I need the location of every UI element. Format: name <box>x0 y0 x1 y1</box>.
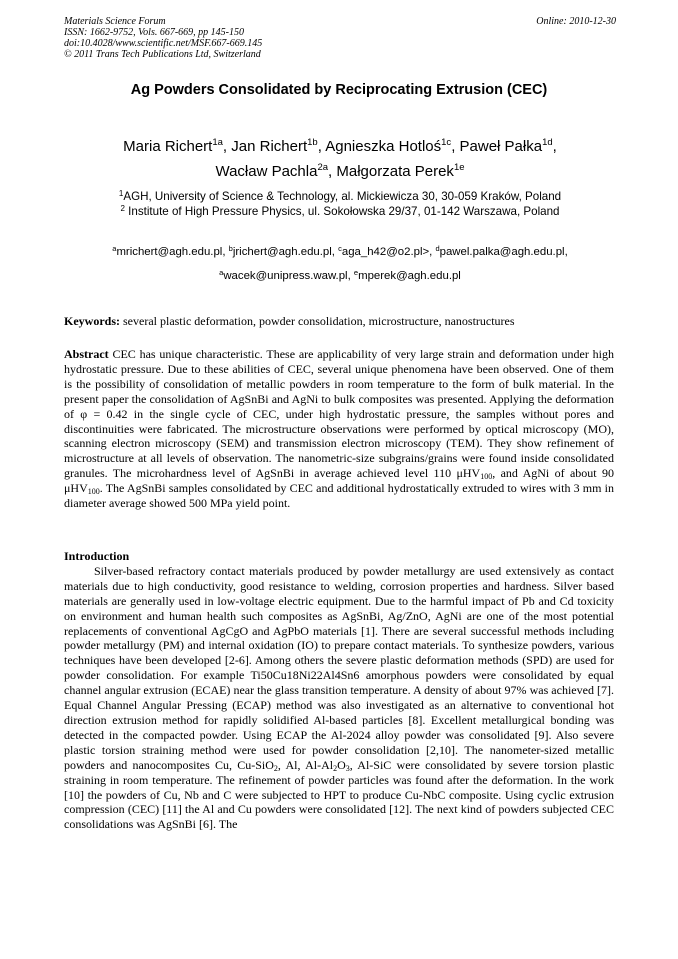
subscript: 2 <box>273 763 278 773</box>
author-name: Jan Richert <box>231 138 308 155</box>
journal-name: Materials Science Forum <box>64 16 166 27</box>
email-line-1 <box>64 240 616 264</box>
keywords-text: several plastic deformation, powder consolidation, microstructure, nanostructures <box>120 314 515 328</box>
introduction-section <box>64 549 614 832</box>
affiliation-text: Institute of High Pressure Physics, ul. Sokołowska 29/37, 01-142 Warszawa, Poland <box>124 205 560 218</box>
affiliation-1 <box>64 189 616 204</box>
copyright-line: © 2011 Trans Tech Publications Ltd, Switzerland <box>64 49 261 60</box>
keywords-label: Keywords: <box>64 314 120 328</box>
subscript: 3 <box>345 763 350 773</box>
section-heading: Introduction <box>64 549 130 563</box>
affiliations <box>64 189 616 219</box>
abstract-text: , and AgNi of about 90 μHV <box>64 466 614 496</box>
abstract-label: Abstract <box>64 347 109 361</box>
subscript: 2 <box>333 763 338 773</box>
author-mark: 1b <box>307 137 318 148</box>
email-link[interactable]: aga_h42@o2.pl>, <box>341 246 436 258</box>
email-mark: e <box>353 268 359 277</box>
email-list <box>64 240 616 288</box>
keywords-paragraph <box>64 314 614 329</box>
email-link[interactable]: jrichert@agh.edu.pl, <box>232 246 339 258</box>
author-name: Maria Richert <box>123 138 213 155</box>
author-name: Paweł Pałka <box>459 138 543 155</box>
email-mark: a <box>112 244 117 253</box>
intro-text: O <box>337 757 346 772</box>
affiliation-mark: 1 <box>118 189 124 198</box>
author-mark: 1c <box>441 137 452 148</box>
affiliation-mark: 2 <box>120 204 125 213</box>
affiliation-2 <box>64 204 616 219</box>
online-date: Online: 2010-12-30 <box>536 16 616 27</box>
email-mark: b <box>228 244 233 253</box>
email-mark: c <box>338 244 342 253</box>
author-mark: 1e <box>453 162 465 173</box>
author-name: Agnieszka Hotloś <box>325 138 442 155</box>
intro-text: Silver-based refractory contact materials produced by powder metallurgy are used extensively as contact materials due to high conductivity, good resistance to welding, corrosion properties and hardness. Silver based materials are generally used in low-voltage electric equipment. Due to the harmful impact of Pb and Cd toxicity on environment and human health such composites as AgSnBi, Ag/ZnO, AgNi are one of the most potential replacements of conventional AgCgO and AgPbO materials [1]. There are several successful methods including powder metallurgy (PM) and internal oxidation (IO) to prepare contact materials. To synthesize powders, various techniques have been developed [2-6]. Among others the severe plastic deformation methods (SPD) are used for powder consolidation. For example Ti50Cu18Ni22Al4Sn6 amorphous powders were consolidated by equal channel angular extrusion (ECAE) near the glass transition temperature. A density of about 97% was achieved [7]. Equal Channel Angular Pressing (ECAP) method was also investigated as an alternative to conventional hot direction extrusion method for rapidly solidified Al-based particles [8]. Excellent metallurgical bonding was detected in the compacted powder. Using ECAP the Al-2024 alloy powder was consolidated [9]. Also severe plastic torsion straining method were used for powder consolidation [2,10]. The nanometer-sized metallic powders and nanocomposites Cu, Cu-SiO <box>64 563 614 772</box>
author-line-2: Wacław Pachla$^{2a}$, Małgorzata Perek$^{1e}$ <box>215 162 465 180</box>
email-line-2 <box>64 264 616 288</box>
author-mark: 1d <box>542 137 553 148</box>
email-link[interactable]: mrichert@agh.edu.pl, <box>116 246 229 258</box>
email-mark: d <box>435 244 440 253</box>
intro-text: , Al, Al-Al <box>277 757 334 772</box>
email-link[interactable]: pawel.palka@agh.edu.pl, <box>439 246 568 258</box>
introduction-paragraph <box>64 564 614 832</box>
author-line-1: Maria Richert$^{1a}$, Jan Richert$^{1b}$, Agnieszka Hotloś$^{1c}$, Paweł Pałka$^{1d}$, <box>123 137 557 155</box>
abstract-text: CEC has unique characteristic. These are applicability of very large strain and deformation under high hydrostatic pressure. Due to these abilities of CEC, several unique phenomena have been observed. One of them is the possibility of consolidation of metallic powders in room temperature to the form of bulk material. In the present paper the consolidation of AgSnBi and AgNi to bulk composites was presented. Applying the deformation of φ = 0.42 in the single cycle of CEC, under high hydrostatic pressure, the samples without pores and discontinuities were fabricated. The microstructure observations were performed by optical microscopy (MO), scanning electron microscopy (SEM) and transmission electron microscopy (TEM). They show refinement of microstructure at all levels of observation. The nanometric-size subgrains/grains were found inside consolidated granules. The microhardness level of AgSnBi in average achieved level 110 μHV <box>64 347 614 481</box>
email-mark: a <box>219 268 224 277</box>
intro-text: , Al-SiC were consolidated by severe torsion plastic straining in room temperature. The refinement of powder particles was found after the deformation. In the work [10] the powders of Cu, Nb and C were subjected to HPT to produce Cu-NbC composite. Using cyclic extrusion compression (CEC) [11] the Al and Cu powders were consolidated [12]. The next kind of powders subjected CEC consolidations was AgSnBi [6]. The <box>64 757 614 832</box>
subscript: 100 <box>87 487 100 497</box>
abstract-text: . The AgSnBi samples consolidated by CEC and additional hydrostatically extruded to wires with 3 mm in diameter average showed 500 MPa yield point. <box>64 481 614 511</box>
email-link[interactable]: mperek@agh.edu.pl <box>358 270 461 282</box>
doi-line: doi:10.4028/www.scientific.net/MSF.667-669.145 <box>64 38 263 49</box>
author-name: Wacław Pachla <box>215 163 318 180</box>
email-link[interactable]: wacek@unipress.waw.pl, <box>223 270 354 282</box>
affiliation-text: AGH, University of Science & Technology, al. Mickiewicza 30, 30-059 Kraków, Poland <box>123 190 562 203</box>
abstract-paragraph <box>64 347 614 511</box>
author-list <box>64 134 616 184</box>
author-mark: 2a <box>317 162 329 173</box>
journal-header <box>64 16 616 60</box>
author-mark: 1a <box>212 137 223 148</box>
author-name: Małgorzata Perek <box>336 163 454 180</box>
paper-title: Ag Powders Consolidated by Reciprocating Extrusion (CEC) <box>130 82 548 98</box>
issn-line: ISSN: 1662-9752, Vols. 667-669, pp 145-150 <box>64 27 244 38</box>
subscript: 100 <box>480 472 493 482</box>
